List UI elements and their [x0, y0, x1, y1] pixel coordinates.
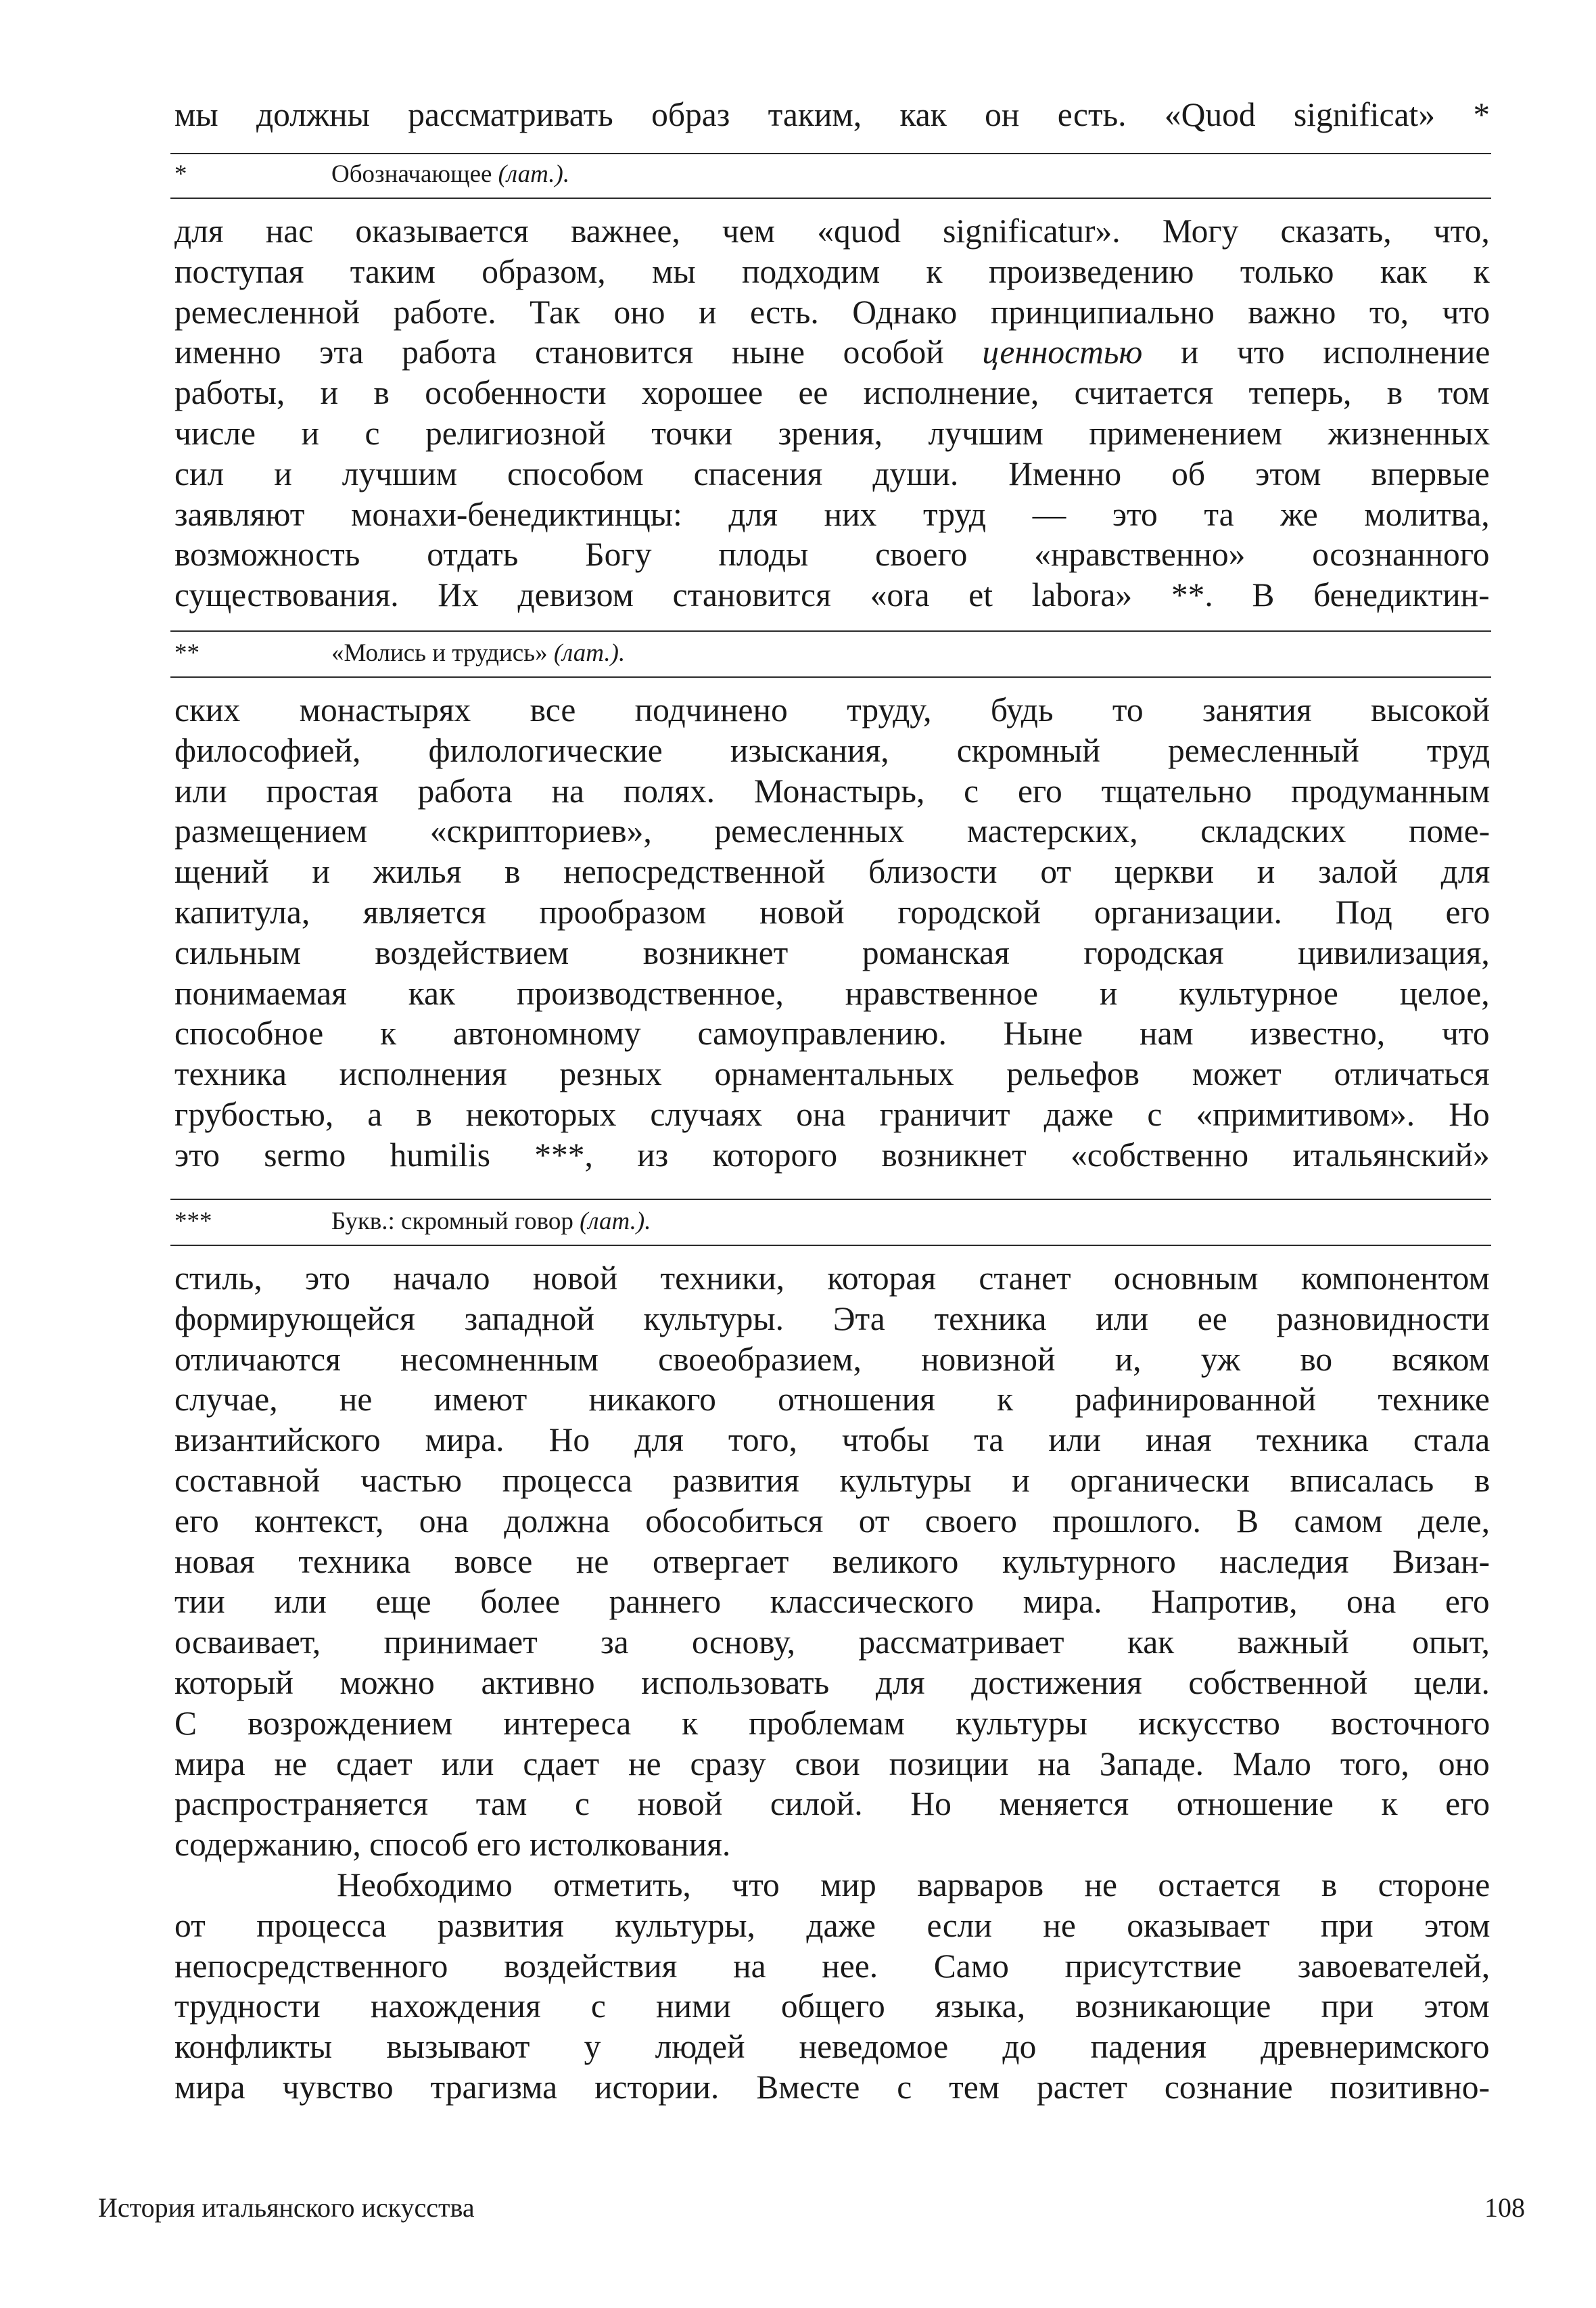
- text-line: ских монастырях все подчинено труду, будь то занятия высокой: [174, 691, 1491, 729]
- text-line: который можно активно использовать для достижения собственной цели.: [174, 1663, 1490, 1701]
- text-line: щений и жилья в непосредственной близости от церкви и залой для: [174, 853, 1491, 891]
- text-line: от процесса развития культуры, даже если не оказывает при этом: [174, 1906, 1491, 1944]
- text-line: конфликты вызывают у людей неведомое до падения древнеримского: [174, 2028, 1490, 2066]
- text-line: распространяется там с новой силой. Но меняется отношение к его: [174, 1785, 1491, 1823]
- text-line: осваивает, принимает за основу, рассматривает как важный опыт,: [174, 1623, 1490, 1661]
- text-block-1: [174, 95, 1490, 135]
- footnote-2: [174, 639, 625, 668]
- text-line: для нас оказывается важнее, чем «quod significatur». Могу сказать, что,: [174, 212, 1490, 250]
- text-line: возможность отдать Богу плоды своего «нравственно» осознанного: [174, 536, 1490, 574]
- text-fragment: именно эта работа становится ныне особой: [174, 333, 983, 371]
- footnote-mark: ***: [174, 1207, 212, 1235]
- text-line: мира не сдает или сдает не сразу свои позиции на Западе. Мало того, оно: [174, 1745, 1490, 1782]
- text-line: числе и с религиозной точки зрения, лучшим применением жизненных: [174, 414, 1491, 452]
- text-line: формирующейся западной культуры. Эта техника или ее разновидности: [174, 1299, 1490, 1337]
- text-line: мы должны рассматривать образ таким, как он есть. «Quod significat» *: [174, 96, 1491, 133]
- footnote-rule: [170, 676, 1491, 678]
- text-line: новая техника вовсе не отвергает великого культурного наследия Визан-: [174, 1542, 1491, 1580]
- text-line: размещением «скрипториев», ремесленных мастерских, складских поме-: [174, 812, 1491, 850]
- text-line: Необходимо отметить, что мир варваров не остается в стороне: [337, 1866, 1491, 1903]
- text-line: или простая работа на полях. Монастырь, с его тщательно продуманным: [174, 772, 1491, 810]
- text-line: [174, 332, 1490, 373]
- text-line: сил и лучшим способом спасения души. Именно об этом впервые: [174, 455, 1490, 492]
- footnote-3: [174, 1207, 651, 1237]
- text-line: поступая таким образом, мы подходим к произведению только как к: [174, 252, 1490, 290]
- text-line: заявляют монахи-бенедиктинцы: для них труд — это та же молитва,: [174, 495, 1490, 533]
- text-line: непосредственного воздействия на нее. Само присутствие завоевателей,: [174, 1947, 1491, 1985]
- footnote-rule: [170, 1245, 1491, 1246]
- footnote-text: «Молись и трудись»: [331, 639, 548, 667]
- text-fragment: и что исполнение: [1142, 333, 1491, 371]
- text-line: стиль, это начало новой техники, которая станет основным компонентом: [174, 1260, 1490, 1297]
- text-line: мира чувство трагизма истории. Вместе с тем растет сознание позитивно-: [174, 2068, 1491, 2106]
- text-line: понимаемая как производственное, нравственное и культурное целое,: [174, 974, 1490, 1012]
- text-block-2: [174, 211, 1490, 616]
- text-line: грубостью, а в некоторых случаях она граничит даже с «примитивом». Но: [174, 1095, 1490, 1133]
- footnote-rule: [170, 1199, 1491, 1200]
- footnote-mark: **: [174, 639, 200, 667]
- text-line: трудности нахождения с ними общего языка, возникающие при этом: [174, 1987, 1490, 2025]
- text-line: содержанию, способ его истолкования.: [174, 1826, 731, 1864]
- text-line: отличаются несомненным своеобразием, новизной и, уж во всяком: [174, 1340, 1490, 1378]
- footnote-text: Обозначающее: [331, 160, 492, 188]
- text-line: ремесленной работе. Так оно и есть. Однако принципиально важно то, что: [174, 293, 1491, 331]
- footnote-lang: (лат.).: [498, 160, 570, 188]
- text-line: С возрождением интереса к проблемам культуры искусство восточного: [174, 1704, 1491, 1742]
- text-line: сильным воздействием возникнет романская городская цивилизация,: [174, 933, 1490, 971]
- text-line: работы, и в особенности хорошее ее исполнение, считается теперь, в том: [174, 374, 1490, 412]
- text-line: техника исполнения резных орнаментальных рельефов может отличаться: [174, 1055, 1490, 1093]
- text-line: случае, не имеют никакого отношения к рафинированной технике: [174, 1381, 1490, 1418]
- footnote-rule: [170, 630, 1491, 632]
- text-line: способное к автономному самоуправлению. Ныне нам известно, что: [174, 1015, 1490, 1053]
- text-line: существования. Их девизом становится «ora et labora» **. В бенедиктин-: [174, 576, 1490, 614]
- page-number: 108: [1484, 2192, 1525, 2223]
- text-line: тии или еще более раннего классического мира. Напротив, она его: [174, 1583, 1490, 1621]
- footnote-mark: *: [174, 160, 187, 188]
- text-block-4: [174, 1258, 1490, 2108]
- text-line: это sermo humilis ***, из которого возникнет «собственно итальянский»: [174, 1136, 1490, 1174]
- running-footer-title: История итальянского искусства: [98, 2192, 475, 2223]
- footnote-rule: [170, 153, 1491, 154]
- footnote-text: Букв.: скромный говор: [331, 1207, 573, 1235]
- italic-word: ценностью: [982, 333, 1143, 371]
- text-line: византийского мира. Но для того, чтобы та или иная техника стала: [174, 1421, 1491, 1459]
- text-line: составной частью процесса развития культуры и органически вписалась в: [174, 1461, 1491, 1499]
- footnote-rule: [170, 198, 1491, 199]
- footnote-lang: (лат.).: [580, 1207, 651, 1235]
- text-line: капитула, является прообразом новой городской организации. Под его: [174, 893, 1491, 931]
- footnote-1: [174, 160, 569, 189]
- text-line: философией, филологические изыскания, скромный ремесленный труд: [174, 731, 1491, 769]
- text-block-3: [174, 690, 1490, 1176]
- text-line: его контекст, она должна обособиться от своего прошлого. В самом деле,: [174, 1502, 1490, 1540]
- footnote-lang: (лат.).: [553, 639, 626, 667]
